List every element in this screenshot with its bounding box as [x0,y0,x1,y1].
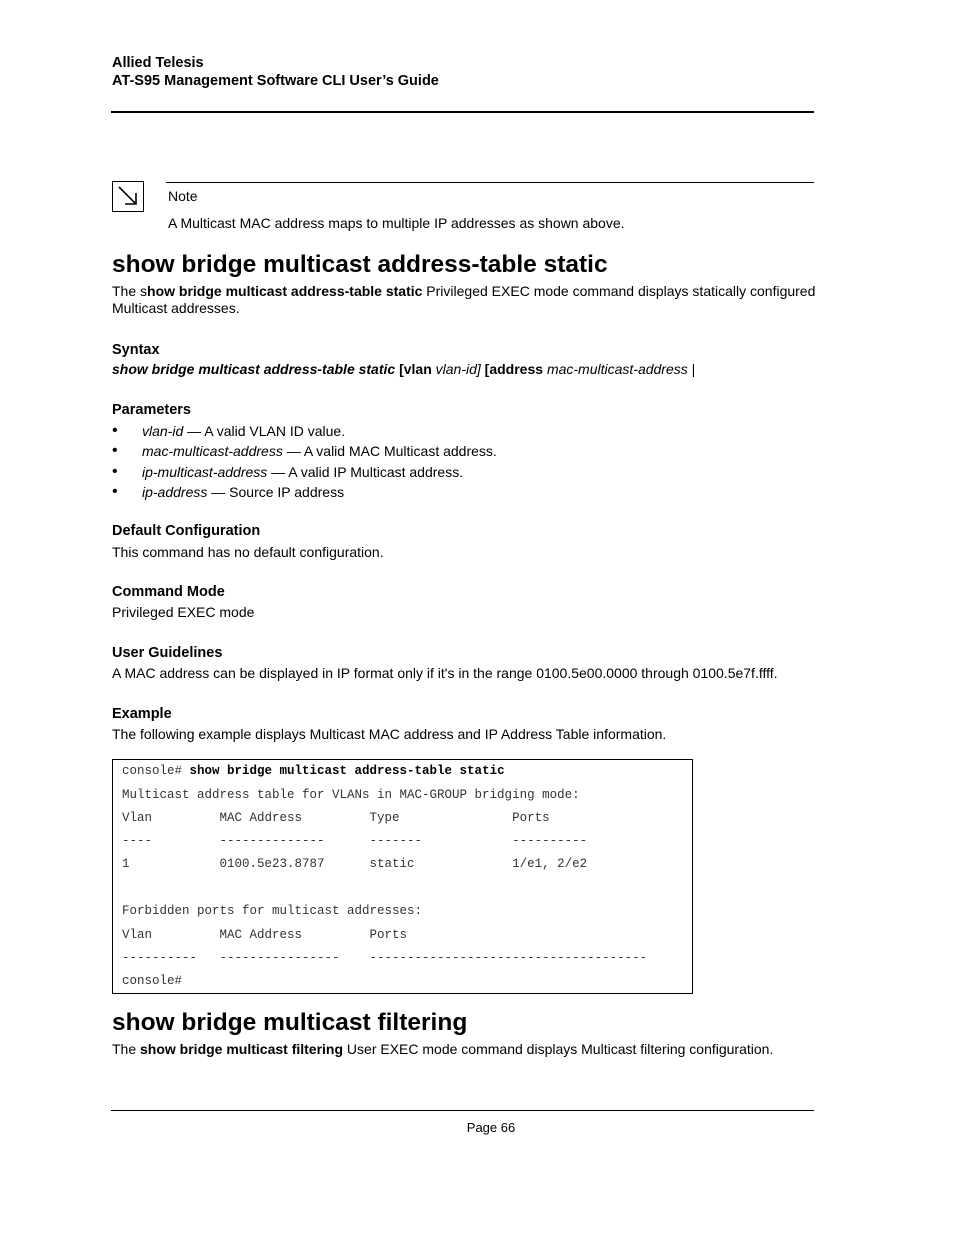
note-rule [166,182,814,183]
intro-text-post: Privileged EXEC mode command displays statically configured Multicast addresses. [112,283,816,316]
code-prompt: console# [122,764,190,778]
code-command-line [122,764,505,778]
param-desc: — A valid MAC Multicast address. [282,443,497,460]
code-line: ---------- ---------------- ------------------------------------- [122,951,648,965]
section-title: show bridge multicast address-table static [112,251,608,278]
list-item [112,421,497,441]
command-mode-text: Privileged EXEC mode [112,604,255,620]
param-name: vlan-id [142,423,184,439]
syntax-tail: | [687,361,696,377]
param-desc: — A valid IP Multicast address. [267,463,464,480]
list-item [112,441,497,461]
default-config-text: This command has no default configuration. [112,544,384,560]
intro-text-post: User EXEC mode command displays Multicast filtering configuration. [343,1041,774,1057]
code-line: Multicast address table for VLANs in MAC-GROUP bridging mode: [122,787,580,802]
guide-title: AT-S95 Management Software CLI User’s Guide [112,73,439,89]
header-rule [111,111,814,113]
syntax-vlan-keyword: [vlan [395,361,436,377]
page-number: Page 66 [466,1120,516,1135]
syntax-address-keyword: [address [480,361,547,377]
code-line: console# [122,974,183,988]
example-text: The following example displays Multicast MAC address and IP Address Table information. [112,726,667,742]
user-guidelines-heading: User Guidelines [112,645,223,661]
code-line: Vlan MAC Address Ports [122,928,408,942]
syntax-command: show bridge multicast address-table static [112,361,396,377]
example-heading: Example [112,706,172,722]
syntax-address-arg: mac-multicast-address [546,361,688,377]
section-intro [112,1041,822,1058]
code-line: Forbidden ports for multicast addresses: [122,904,423,918]
param-desc: — Source IP address [207,484,345,501]
param-name: ip-multicast-address [142,463,268,480]
syntax-vlan-arg: vlan-id] [435,361,481,377]
syntax-heading: Syntax [112,342,160,358]
section-title: show bridge multicast filtering [112,1009,468,1036]
company-name: Allied Telesis [112,55,204,71]
code-example [112,759,693,994]
footer-rule [111,1110,814,1111]
command-mode-heading: Command Mode [112,584,225,600]
section-intro [112,283,822,317]
code-line: Vlan MAC Address Type Ports [122,811,550,825]
param-name: mac-multicast-address [142,443,283,460]
intro-text-pre: The [112,1041,141,1057]
param-name: ip-address [142,484,208,501]
note-label: Note [168,188,198,204]
note-text: A Multicast MAC address maps to multiple IP addresses as shown above. [168,215,625,231]
note-arrow-icon [112,181,144,212]
user-guidelines-text: A MAC address can be displayed in IP format only if it's in the range 0100.5e00.0000 through 0100.5e7f.ffff. [112,665,778,681]
list-item [112,462,497,482]
parameters-heading: Parameters [112,402,191,418]
intro-command-bold: show bridge multicast filtering [140,1041,344,1057]
param-desc: — A valid VLAN ID value. [183,423,346,439]
code-command: show bridge multicast address-table static [189,764,505,778]
default-config-heading: Default Configuration [112,523,261,539]
parameters-list [112,421,497,503]
list-item [112,482,497,502]
intro-command-bold: how bridge multicast address-table static [147,283,423,299]
code-line: 1 0100.5e23.8787 static 1/e1, 2/e2 [122,857,588,871]
code-line: ---- -------------- ------- ---------- [122,834,588,848]
intro-text-pre: The s [112,283,148,299]
syntax-line [112,361,822,378]
